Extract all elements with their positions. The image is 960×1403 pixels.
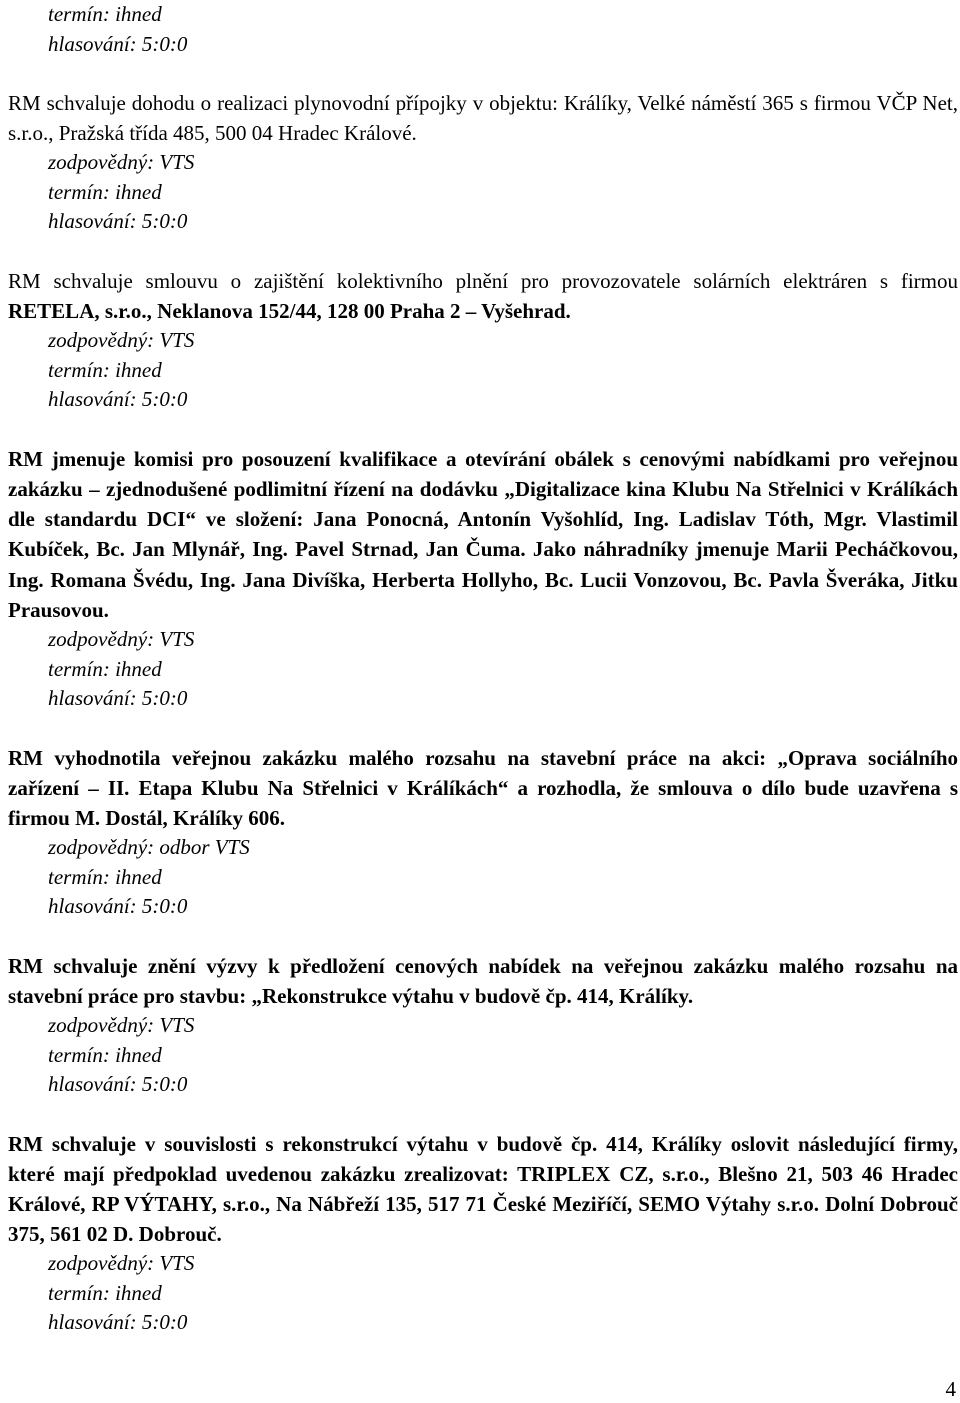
resolution-text: RM schvaluje dohodu o realizaci plynovodní přípojky v objektu: Králíky, Velké náměstí 365 s firmou VČP Net, s.r.o., Pražská třída 485, 500 04 Hradec Králové. xyxy=(8,91,958,146)
deadline-line: termín: ihned xyxy=(48,357,162,382)
resolution-solar-contract xyxy=(8,266,958,415)
resolution-gas-connection xyxy=(8,88,958,237)
vote-line: hlasování: 5:0:0 xyxy=(48,387,188,412)
resolution-body: schvaluje znění výzvy k předložení cenových nabídek na veřejnou zakázku malého rozsahu na stavební práce pro stavbu: „Rekonstrukce výtahu v budově čp. 414, Králíky. xyxy=(8,953,958,1008)
deadline-line: termín: ihned xyxy=(48,179,162,204)
resolution-lead: RM xyxy=(8,953,43,978)
resolution-elevator-call xyxy=(8,951,958,1100)
resolution-text xyxy=(8,743,958,834)
resolution-elevator-firms xyxy=(8,1129,958,1338)
resolution-body: jmenuje komisi pro posouzení kvalifikace a otevírání obálek s cenovými nabídkami pro veřejnou zakázku – zjednodušené podlimitní řízení na dodávku „Digitalizace kina Klubu Na Střelnici v Králíkách dle standardu DCI“ ve složení: Jana Ponocná, Antonín Vyšohlíd, Ing. Ladislav Tóth, Mgr. Vlastimil Kubíček, Bc. Jan Mlynář, Ing. Pavel Strnad, Jan Čuma. Jako náhradníky jmenuje Marii Pecháčkovou, Ing. Romana Švédu, Ing. Jana Divíška, Herberta Hollyho, Bc. Lucii Vonzovou, Bc. Pavla Šveráka, Jitku Prausovou. xyxy=(8,446,958,622)
resolution-text xyxy=(8,951,958,1011)
responsible-line: zodpovědný: VTS xyxy=(48,1013,195,1038)
vote-line: hlasování: 5:0:0 xyxy=(48,209,188,234)
previous-resolution-tail xyxy=(8,0,958,59)
responsible-line: zodpovědný: VTS xyxy=(48,150,195,175)
responsible-line: zodpovědný: VTS xyxy=(48,328,195,353)
resolution-text xyxy=(8,444,958,625)
responsible-line: zodpovědný: odbor VTS xyxy=(48,835,250,860)
responsible-line: zodpovědný: VTS xyxy=(48,1251,195,1276)
deadline-line: termín: ihned xyxy=(48,1042,162,1067)
vote-line: hlasování: 5:0:0 xyxy=(48,1072,188,1097)
vote-line: hlasování: 5:0:0 xyxy=(48,31,188,56)
deadline-line: termín: ihned xyxy=(48,2,162,26)
resolution-text-bold: RETELA, s.r.o., Neklanova 152/44, 128 00 Praha 2 – Vyšehrad. xyxy=(8,299,571,324)
vote-line: hlasování: 5:0:0 xyxy=(48,686,188,711)
resolution-committee xyxy=(8,444,958,714)
vote-line: hlasování: 5:0:0 xyxy=(48,894,188,919)
deadline-line: termín: ihned xyxy=(48,1280,162,1305)
resolution-lead: RM xyxy=(8,1131,43,1156)
deadline-line: termín: ihned xyxy=(48,656,162,681)
document-page xyxy=(8,0,958,1367)
page-number: 4 xyxy=(945,1377,956,1401)
resolution-text xyxy=(8,266,958,326)
resolution-lead: RM xyxy=(8,446,43,471)
resolution-lead: RM xyxy=(8,745,43,770)
deadline-line: termín: ihned xyxy=(48,864,162,889)
resolution-text xyxy=(8,1129,958,1250)
resolution-body: vyhodnotila veřejnou zakázku malého rozsahu na stavební práce na akci: „Oprava sociálního zařízení – II. Etapa Klubu Na Střelnici v Králíkách“ a rozhodla, že smlouva o dílo bude uzavřena s firmou M. Dostál, Králíky 606. xyxy=(8,745,959,830)
vote-line: hlasování: 5:0:0 xyxy=(48,1310,188,1335)
responsible-line: zodpovědný: VTS xyxy=(48,627,195,652)
resolution-body: schvaluje v souvislosti s rekonstrukcí výtahu v budově čp. 414, Králíky oslovit následující firmy, které mají předpoklad uvedenou zakázku zrealizovat: TRIPLEX CZ, s.r.o., Blešno 21, 503 46 Hradec Králové, RP VÝTAHY, s.r.o., Na Nábřeží 135, 517 71 České Meziříčí, SEMO Výtahy s.r.o. Dolní Dobrouč 375, 561 02 D. Dobrouč. xyxy=(8,1131,958,1247)
resolution-text-plain: RM schvaluje smlouvu o zajištění kolektivního plnění pro provozovatele solárních elektráren s firmou xyxy=(8,268,958,293)
resolution-tender-evaluation xyxy=(8,743,958,922)
